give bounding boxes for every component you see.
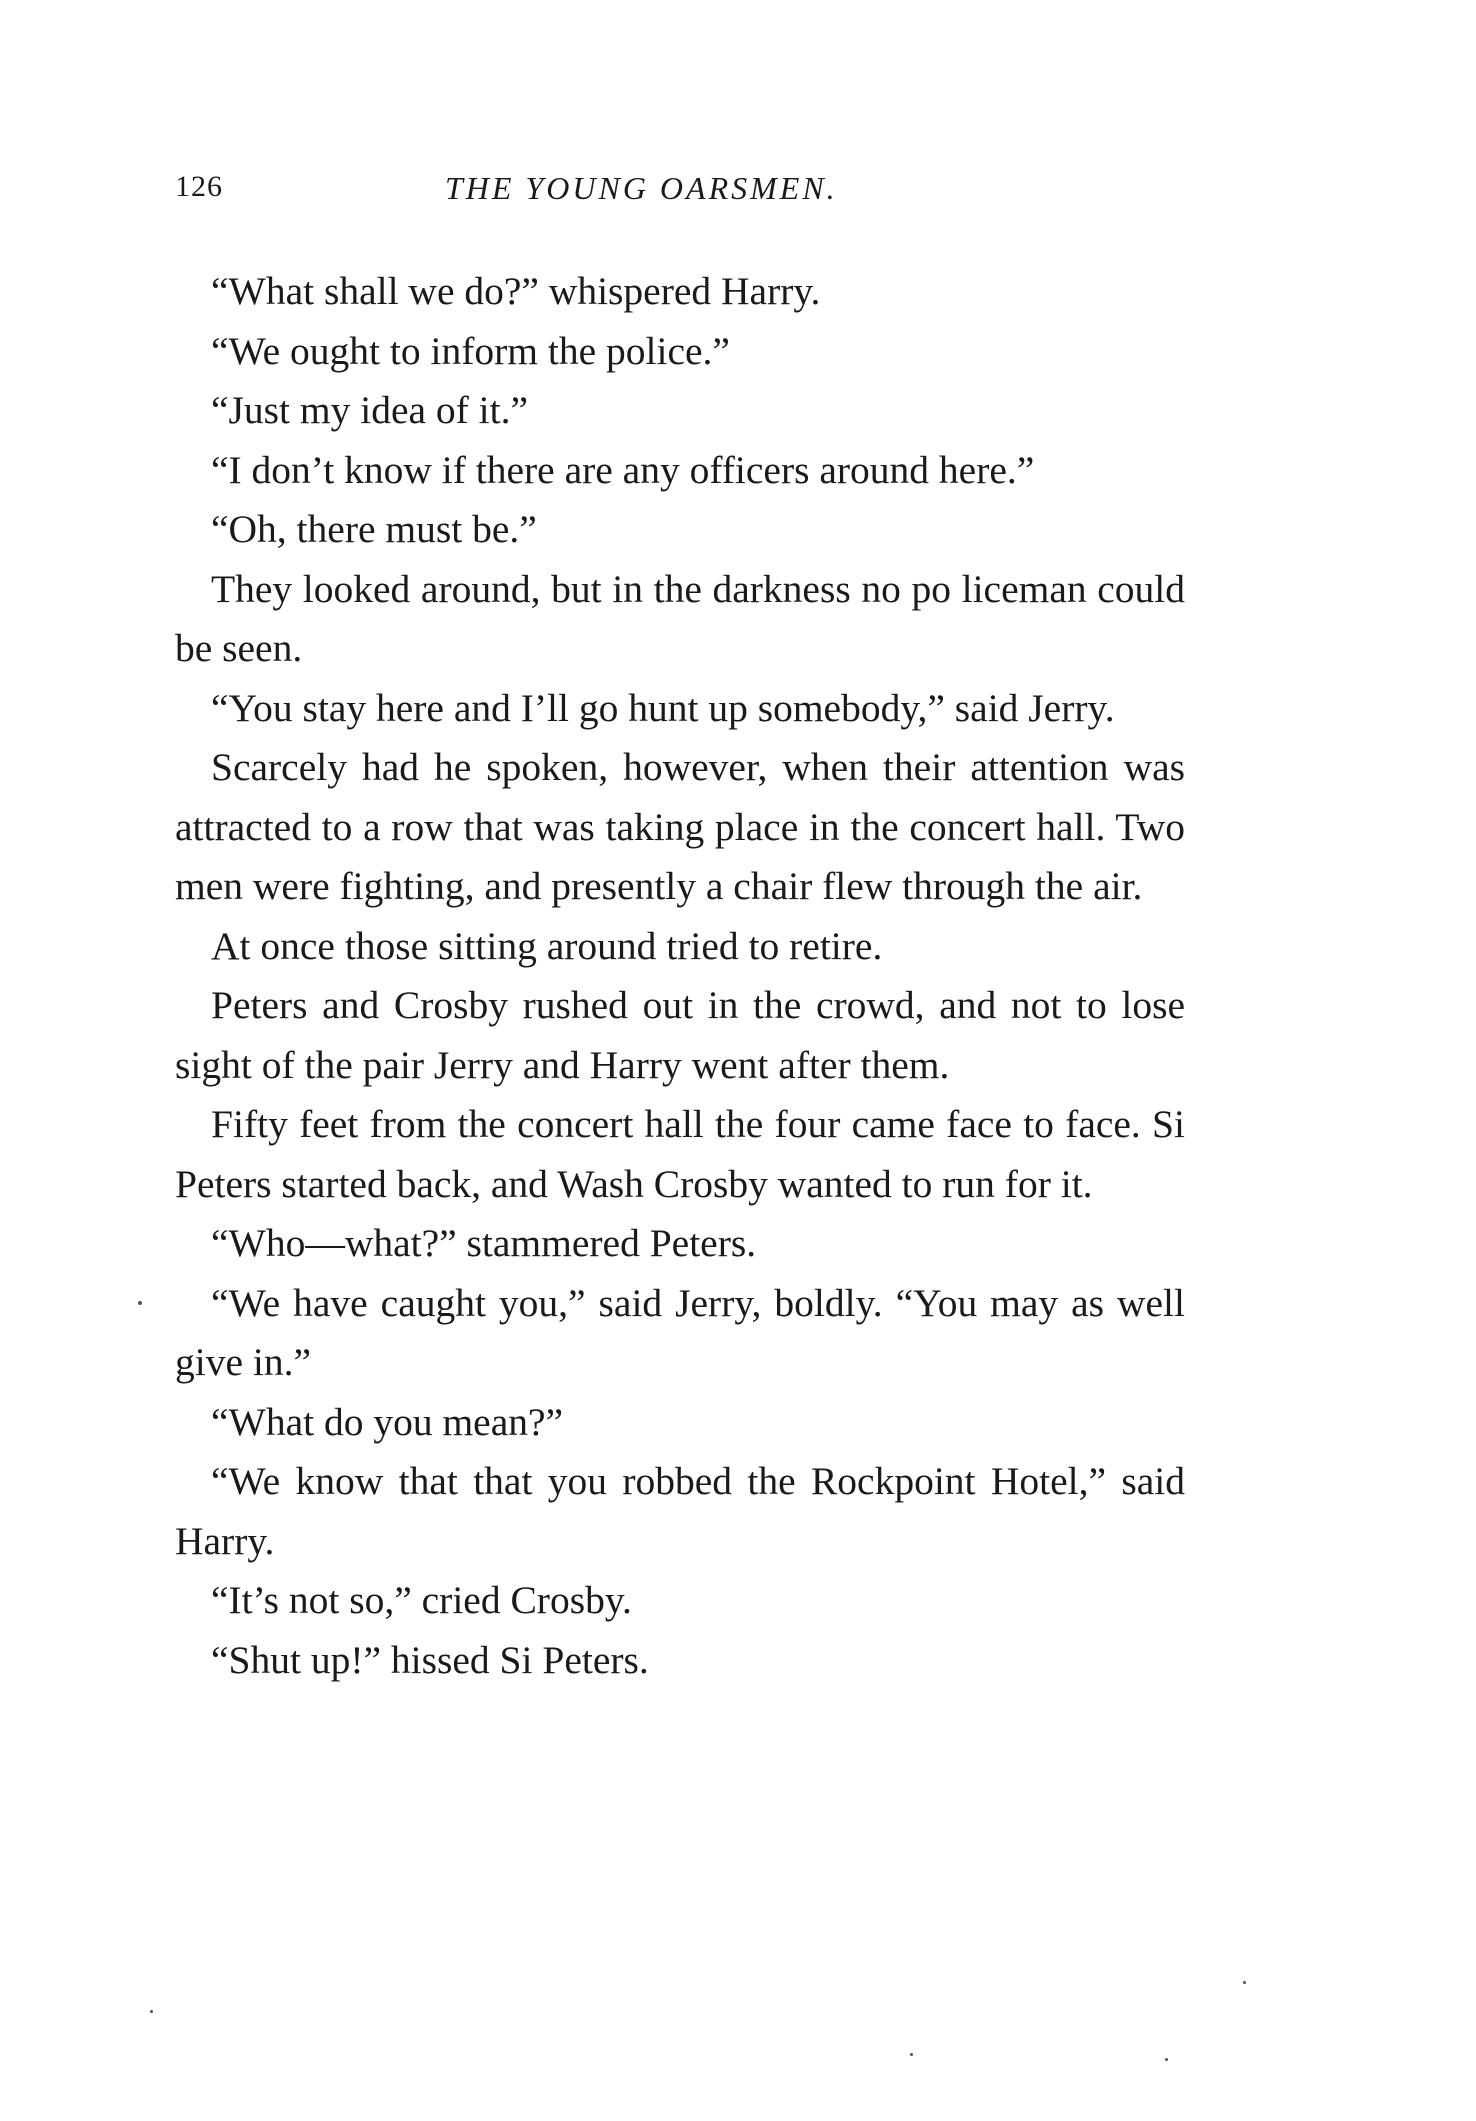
paragraph-6: They looked around, but in the darkness no po liceman could be seen. [175,566,1185,670]
paragraph-7: “You stay here and I’ll go hunt up somebody,” said Jerry. [211,685,1115,730]
print-speck [138,1301,142,1305]
page-header [175,170,1185,220]
paragraph-10: Peters and Crosby rushed out in the crowd, and not to lose sight of the pair Jerry and Harry went after them. [175,983,1185,1087]
paragraph-17: “Shut up!” hissed Si Peters. [211,1637,649,1682]
paragraph-11: Fifty feet from the concert hall the four came face to face. Si Peters started back, and Wash Crosby wanted to run for it. [175,1102,1185,1206]
paragraph-13: “We have caught you,” said Jerry, boldly. “You may as well give in.” [175,1280,1185,1384]
print-speck [910,2053,913,2056]
page-number: 126 [175,170,223,203]
paragraph-14: “What do you mean?” [211,1399,564,1444]
paragraph-4: “I don’t know if there are any officers around here.” [211,447,1035,492]
paragraph-8: Scarcely had he spoken, however, when their attention was attracted to a row that was taking place in the concert hall. Two men were fighting, and presently a chair flew through the air. [175,745,1185,908]
print-speck [1243,1981,1246,1984]
paragraph-15: “We know that that you robbed the Rockpoint Hotel,” said Harry. [175,1459,1185,1563]
print-speck [150,2010,153,2013]
print-speck [1165,2058,1168,2061]
paragraph-12: “Who—what?” stammered Peters. [211,1221,757,1265]
running-title: THE YOUNG OARSMEN. [445,170,838,206]
body-text [175,262,1185,1690]
paragraph-16: “It’s not so,” cried Crosby. [211,1578,632,1622]
paragraph-5: “Oh, there must be.” [211,507,537,551]
paragraph-2: “We ought to inform the police.” [211,328,730,373]
paragraph-9: At once those sitting around tried to retire. [211,923,883,968]
paragraph-3: “Just my idea of it.” [211,388,529,432]
paragraph-1: “What shall we do?” whispered Harry. [211,269,821,313]
